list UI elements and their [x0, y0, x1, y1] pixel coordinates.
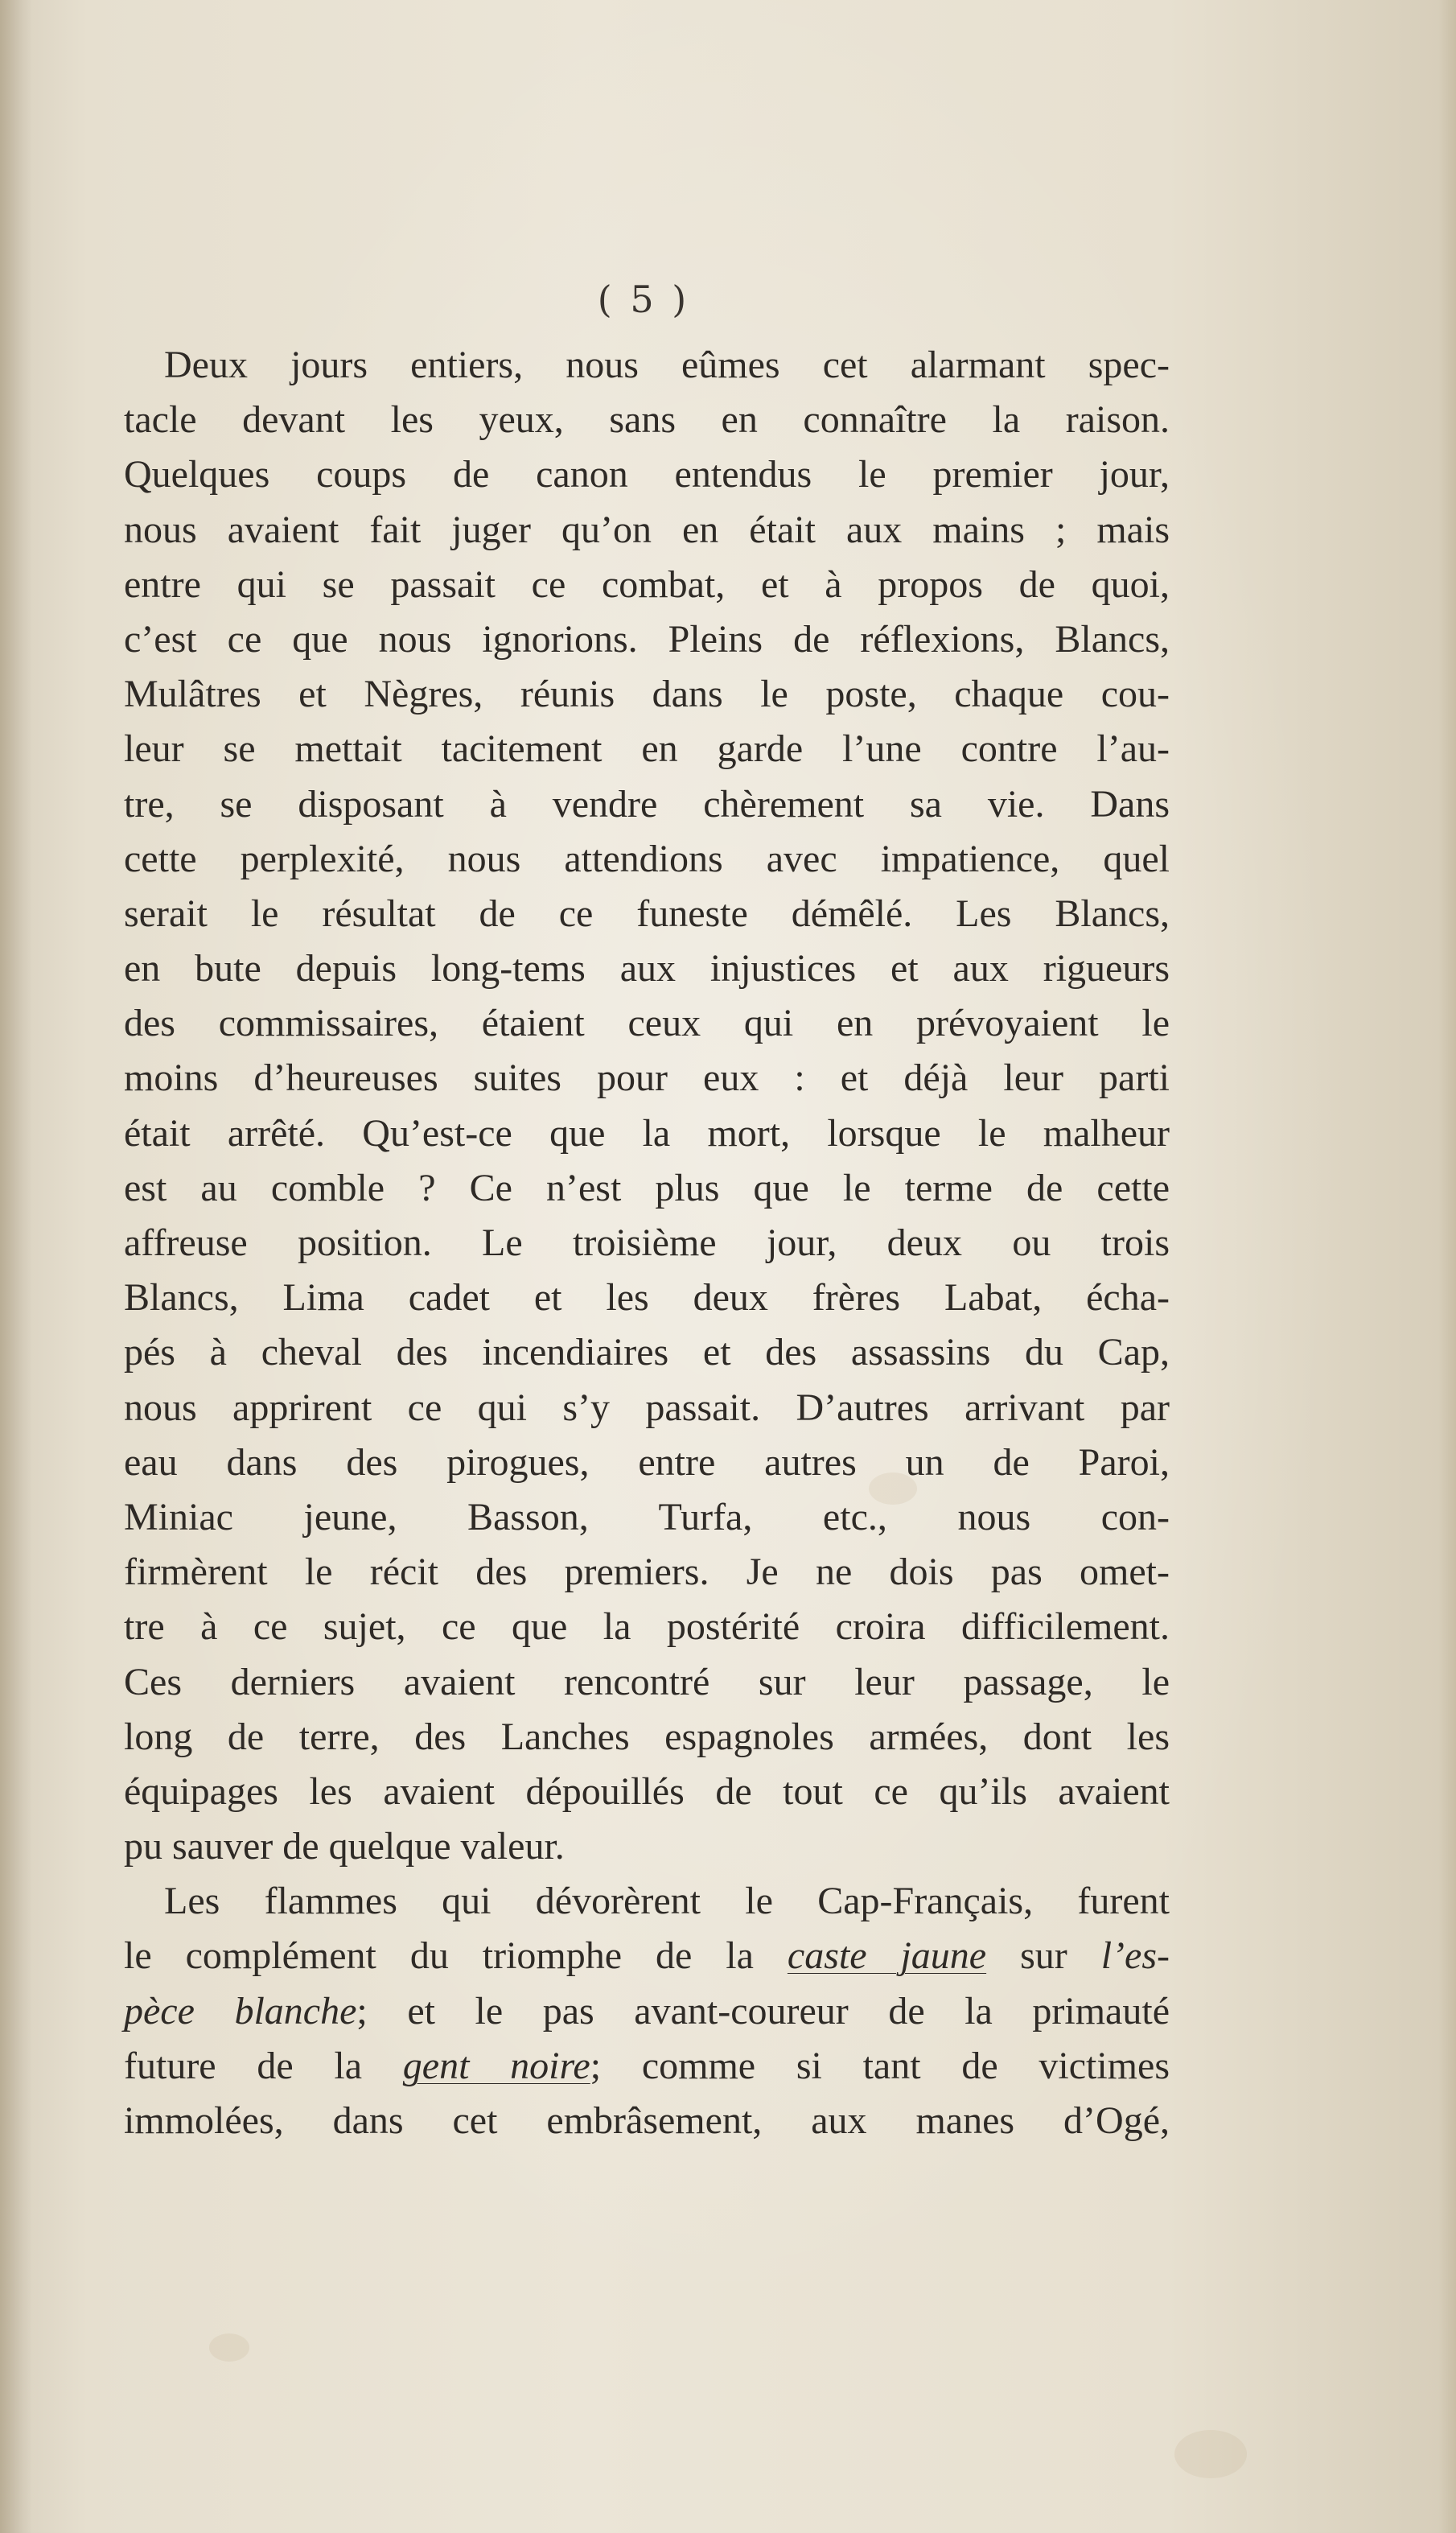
text-line: tre, se disposant à vendre chèrement sa vie. Dans — [124, 782, 1170, 826]
text-run: future de la — [124, 2044, 403, 2087]
text-line: affreuse position. Le troisième jour, deux ou trois — [124, 1221, 1170, 1264]
text-line: Ces derniers avaient rencontré sur leur passage, le — [124, 1660, 1170, 1703]
text-line: leur se mettait tacitement en garde l’une contre l’au- — [124, 727, 1170, 771]
text-line: firmèrent le récit des premiers. Je ne dois pas omet- — [124, 1551, 1170, 1594]
page-edge-shadow — [1438, 0, 1456, 2533]
text-line: Deux jours entiers, nous eûmes cet alarmant spec- — [164, 344, 1170, 386]
text-line: tacle devant les yeux, sans en connaître la raison. — [124, 398, 1170, 442]
text-line: Mulâtres et Nègres, réunis dans le poste, chaque cou- — [124, 673, 1170, 716]
text-line: long de terre, des Lanches espagnoles armées, dont les — [124, 1715, 1170, 1758]
text-line: moins d’heureuses suites pour eux : et déjà leur parti — [124, 1056, 1170, 1100]
text-run: ; et le pas avant-coureur de la primauté — [356, 1989, 1170, 2033]
text-line: des commissaires, étaient ceux qui en prévoyaient le — [124, 1002, 1170, 1045]
text-line: immolées, dans cet embrâsement, aux manes d’Ogé, — [124, 2099, 1170, 2142]
body-text — [124, 338, 1170, 2148]
paper-stain — [1174, 2430, 1247, 2478]
text-line: en bute depuis long-tems aux injustices et aux rigueurs — [124, 947, 1170, 991]
text-line: pu sauver de quelque valeur. — [124, 1825, 565, 1868]
binding-edge — [0, 0, 32, 2533]
text-line: Les flammes qui dévorèrent le Cap-Français, furent — [164, 1880, 1170, 1923]
paper-stain — [209, 2333, 249, 2362]
text-line: Miniac jeune, Basson, Turfa, etc., nous con- — [124, 1495, 1170, 1538]
text-line: tre à ce sujet, ce que la postérité croira difficilement. — [124, 1605, 1170, 1649]
text-run: le complément du triomphe de la — [124, 1934, 788, 1978]
text-line — [124, 1929, 1170, 1983]
emphasized-term: caste jaune — [787, 1934, 987, 1978]
text-line: c’est ce que nous ignorions. Pleins de réflexions, Blancs, — [124, 617, 1170, 661]
text-line — [124, 1984, 1170, 2039]
text-line: entre qui se passait ce combat, et à propos de quoi, — [124, 562, 1170, 606]
text-line: cette perplexité, nous attendions avec impatience, quel — [124, 837, 1170, 880]
text-line: nous avaient fait juger qu’on en était aux mains ; mais — [124, 508, 1170, 551]
text-run: ; comme si tant de victimes — [590, 2044, 1170, 2087]
emphasized-term: l’es- — [1100, 1934, 1170, 1978]
text-line: serait le résultat de ce funeste démêlé. Les Blancs, — [124, 892, 1170, 935]
page-number: ( 5 ) — [597, 278, 690, 321]
text-line: eau dans des pirogues, entre autres un de Paroi, — [124, 1440, 1170, 1484]
text-line: Blancs, Lima cadet et les deux frères Labat, écha- — [124, 1276, 1170, 1320]
text-line: était arrêté. Qu’est-ce que la mort, lorsque le malheur — [124, 1111, 1170, 1155]
text-line: Quelques coups de canon entendus le premier jour, — [124, 453, 1170, 496]
text-line: pés à cheval des incendiaires et des assassins du Cap, — [124, 1331, 1170, 1374]
emphasized-term: pèce blanche — [124, 1989, 357, 2033]
text-line: nous apprirent ce qui s’y passait. D’autres arrivant par — [124, 1386, 1170, 1429]
emphasized-term: gent noire — [402, 2044, 590, 2087]
text-line — [124, 2039, 1170, 2094]
text-line: équipages les avaient dépouillés de tout ce qu’ils avaient — [124, 1769, 1170, 1813]
text-line: est au comble ? Ce n’est plus que le terme de cette — [124, 1166, 1170, 1209]
text-run: sur — [986, 1934, 1101, 1978]
